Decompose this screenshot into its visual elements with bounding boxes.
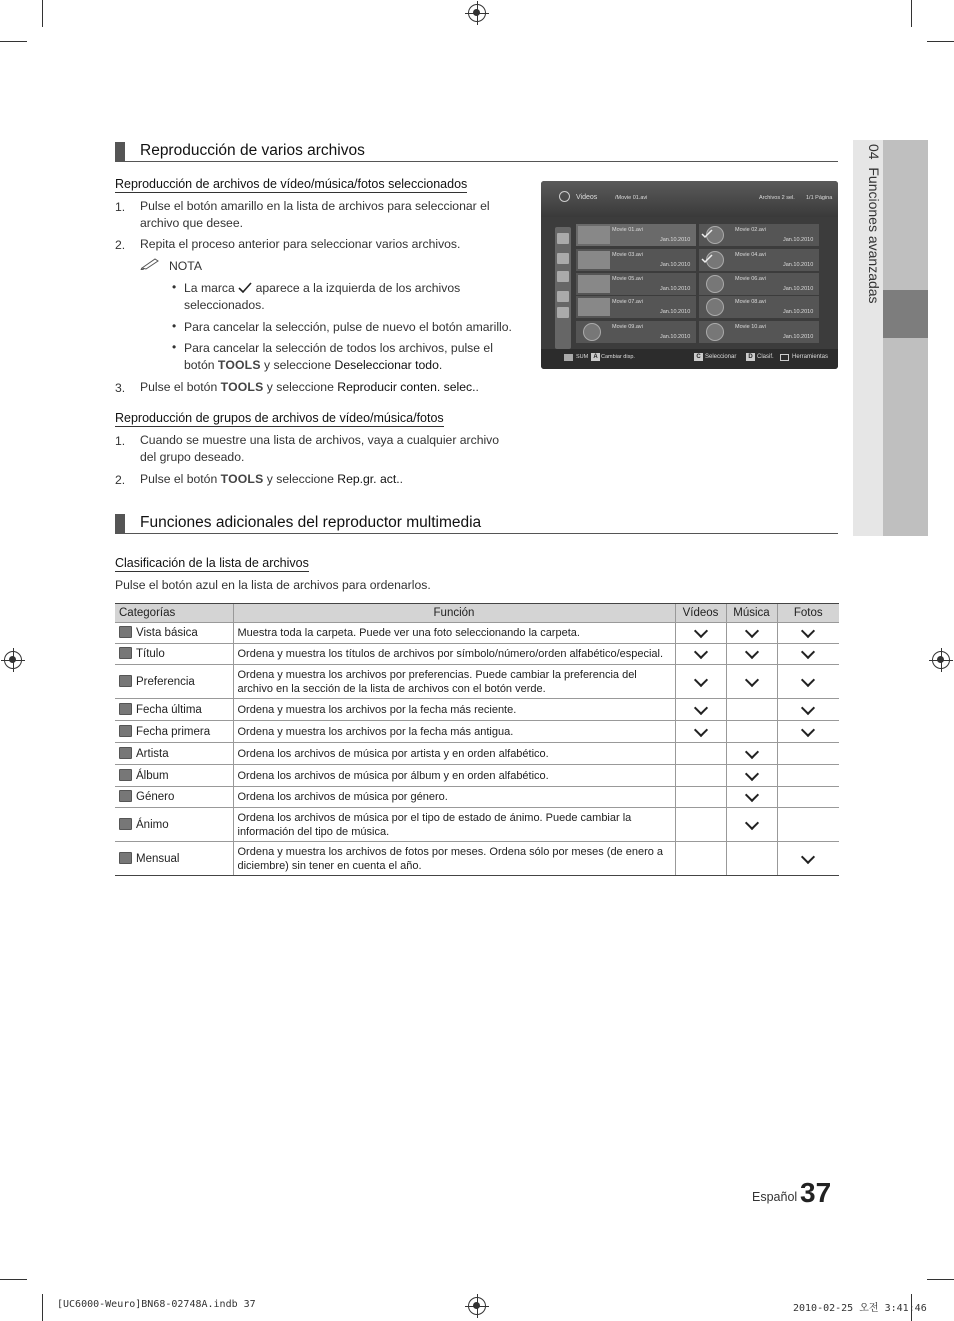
group-step-1-text: Cuando se muestre una lista de archivos, vaya a cualquier archivo del grupo deseado. <box>140 433 500 464</box>
tv-screen-video-list <box>541 181 838 369</box>
genre-icon <box>119 790 132 802</box>
tv-tools-label: Herramientas <box>792 354 829 360</box>
check-icon <box>801 700 815 714</box>
note-2: Para cancelar la selección, pulse de nuevo el botón amarillo. <box>184 320 512 334</box>
folder-icon <box>557 233 569 244</box>
group-step-2-text: Pulse el botón TOOLS y seleccione Rep.gr. act.. <box>140 472 403 486</box>
star-icon <box>119 675 132 687</box>
section-title-additional-functions: Funciones adicionales del reproductor multimedia <box>115 513 838 534</box>
calendar-icon <box>557 291 569 302</box>
artist-icon <box>119 747 132 759</box>
video-thumbnail <box>578 298 610 316</box>
registration-mark-icon <box>468 4 486 22</box>
check-icon <box>801 645 815 659</box>
table-row: Mensual Ordena y muestra los archivos de fotos por meses. Ordena sólo por meses (de enero a diciembre) sin tener en cuenta el año. <box>115 842 839 876</box>
table-row: Álbum Ordena los archivos de música por álbum y en orden alfabético. <box>115 765 839 787</box>
calendar-latest-icon <box>119 703 132 715</box>
side-tab-band <box>883 140 928 536</box>
check-icon <box>801 624 815 638</box>
film-reel-icon <box>706 298 724 316</box>
file-cell[interactable]: Movie 05.avi Jan.10.2010 <box>576 273 696 295</box>
check-icon <box>744 766 758 780</box>
check-icon <box>693 624 707 638</box>
sort-intro-text: Pulse el botón azul en la lista de archivos para ordenarlos. <box>115 578 431 592</box>
subheading-selected-files: Reproducción de archivos de vídeo/música/fotos seleccionados <box>115 177 468 191</box>
video-thumbnail <box>578 226 610 244</box>
side-tab-marker <box>883 290 928 338</box>
tv-change-device-label: Cambiar disp. <box>601 354 635 360</box>
tv-sum-label: SUM <box>576 354 589 360</box>
table-row: Vista básica Muestra toda la carpeta. Puede ver una foto seleccionando la carpeta. <box>115 623 839 644</box>
table-row: Fecha primera Ordena y muestra los archivos por la fecha más antigua. <box>115 721 839 743</box>
step-3-text: Pulse el botón TOOLS y seleccione Reproducir conten. selec.. <box>140 380 479 394</box>
subheading-group-files: Reproducción de grupos de archivos de vídeo/música/fotos <box>115 411 444 425</box>
folder-icon <box>119 626 132 638</box>
calendar-monthly-icon <box>119 852 132 864</box>
note-1: La marca aparece a la izquierda de los archivos seleccionados. <box>184 281 461 312</box>
file-cell[interactable]: Movie 02.avi Jan.10.2010 <box>699 224 819 246</box>
title-icon <box>119 647 132 659</box>
tv-select-label: Seleccionar <box>705 354 737 360</box>
table-row: Artista Ordena los archivos de música por artista y en orden alfabético. <box>115 743 839 765</box>
title-icon <box>557 253 569 264</box>
tv-sort-label: Clasif. <box>757 354 774 360</box>
col-header-music: Música <box>726 604 777 623</box>
check-icon <box>693 672 707 686</box>
registration-mark-icon <box>932 651 950 669</box>
star-icon <box>557 307 569 318</box>
registration-mark-icon <box>468 1297 486 1315</box>
table-header-row <box>115 604 839 623</box>
table-row: Ánimo Ordena los archivos de música por el tipo de estado de ánimo. Puede cambiar la información del tipo de música. <box>115 808 839 842</box>
file-cell[interactable]: Movie 09.avi Jan.10.2010 <box>576 321 696 343</box>
table-row: Preferencia Ordena y muestra los archivos por preferencias. Puede cambiar la preferencia del archivo en la sección de la lista de archivos con el botón verde. <box>115 665 839 699</box>
videos-icon <box>559 191 570 202</box>
col-header-photos: Fotos <box>777 604 839 623</box>
file-cell[interactable]: Movie 08.avi Jan.10.2010 <box>699 296 819 318</box>
film-reel-icon <box>583 323 601 341</box>
album-icon <box>119 769 132 781</box>
a-button[interactable]: A <box>591 353 600 361</box>
check-icon <box>801 849 815 863</box>
check-icon <box>693 645 707 659</box>
footer-file-info: [UC6000-Weuro]BN68-02748A.indb 37 <box>57 1299 256 1310</box>
page-number: 37 <box>800 1177 832 1208</box>
file-cell[interactable]: Movie 07.avi Jan.10.2010 <box>576 296 696 318</box>
film-reel-icon <box>706 275 724 293</box>
file-cell[interactable]: Movie 03.avi Jan.10.2010 <box>576 249 696 271</box>
tv-path: /Movie 01.avi <box>615 195 648 201</box>
check-icon <box>693 700 707 714</box>
table-row: Género Ordena los archivos de música por género. <box>115 787 839 808</box>
check-mark-icon <box>701 226 713 244</box>
video-thumbnail <box>578 251 610 269</box>
check-icon <box>693 722 707 736</box>
tools-icon <box>780 354 789 361</box>
note-label: NOTA <box>169 259 202 273</box>
tv-page: 1/1 Página <box>806 195 833 201</box>
footer-date: 2010-02-25 오전 3:41:46 <box>793 1303 927 1314</box>
check-icon <box>744 645 758 659</box>
section-title-multiple-files: Reproducción de varios archivos <box>115 141 838 162</box>
check-icon <box>744 672 758 686</box>
step-1-text: Pulse el botón amarillo en la lista de archivos para seleccionar el archivo que desee. <box>140 199 490 230</box>
table-row: Fecha última Ordena y muestra los archivos por la fecha más reciente. <box>115 699 839 721</box>
tv-title: Videos <box>576 194 598 201</box>
table-row: Título Ordena y muestra los títulos de archivos por símbolo/número/orden alfabético/especial. <box>115 644 839 665</box>
col-header-function: Función <box>233 604 675 623</box>
calendar-earliest-icon <box>119 725 132 737</box>
step-2-text: Repita el proceso anterior para seleccionar varios archivos. <box>140 237 461 251</box>
note-3: Para cancelar la selección de todos los archivos, pulse el botón TOOLS y seleccione Deseleccionar todo. <box>184 341 493 372</box>
check-icon <box>744 624 758 638</box>
tv-category-bar <box>555 227 571 349</box>
sum-icon <box>564 354 573 361</box>
check-icon <box>801 672 815 686</box>
col-header-videos: Vídeos <box>675 604 726 623</box>
mood-icon <box>119 818 132 830</box>
col-header-categories: Categorías <box>115 604 233 623</box>
video-thumbnail <box>578 275 610 293</box>
film-reel-icon <box>706 323 724 341</box>
check-icon <box>744 815 758 829</box>
side-tab-label: 04 Funciones avanzadas <box>866 144 882 304</box>
check-icon <box>801 722 815 736</box>
file-cell[interactable]: Movie 01.avi Jan.10.2010 <box>576 224 696 246</box>
note-pencil-icon <box>140 256 162 270</box>
registration-mark-icon <box>4 651 22 669</box>
check-icon <box>744 788 758 802</box>
c-button[interactable]: C <box>694 353 703 361</box>
file-cell[interactable]: Movie 04.avi Jan.10.2010 <box>699 249 819 271</box>
page-language: Español <box>752 1190 798 1204</box>
check-mark-icon <box>238 281 252 291</box>
file-cell[interactable]: Movie 06.avi Jan.10.2010 <box>699 273 819 295</box>
check-icon <box>744 744 758 758</box>
file-cell[interactable]: Movie 10.avi Jan.10.2010 <box>699 321 819 343</box>
tv-selected-count: Archivos 2 sel. <box>759 195 795 201</box>
sort-categories-table <box>115 603 839 876</box>
check-mark-icon <box>701 251 713 269</box>
calendar-icon <box>557 271 569 282</box>
d-button[interactable]: D <box>746 353 755 361</box>
subheading-sort-list: Clasificación de la lista de archivos <box>115 556 309 570</box>
